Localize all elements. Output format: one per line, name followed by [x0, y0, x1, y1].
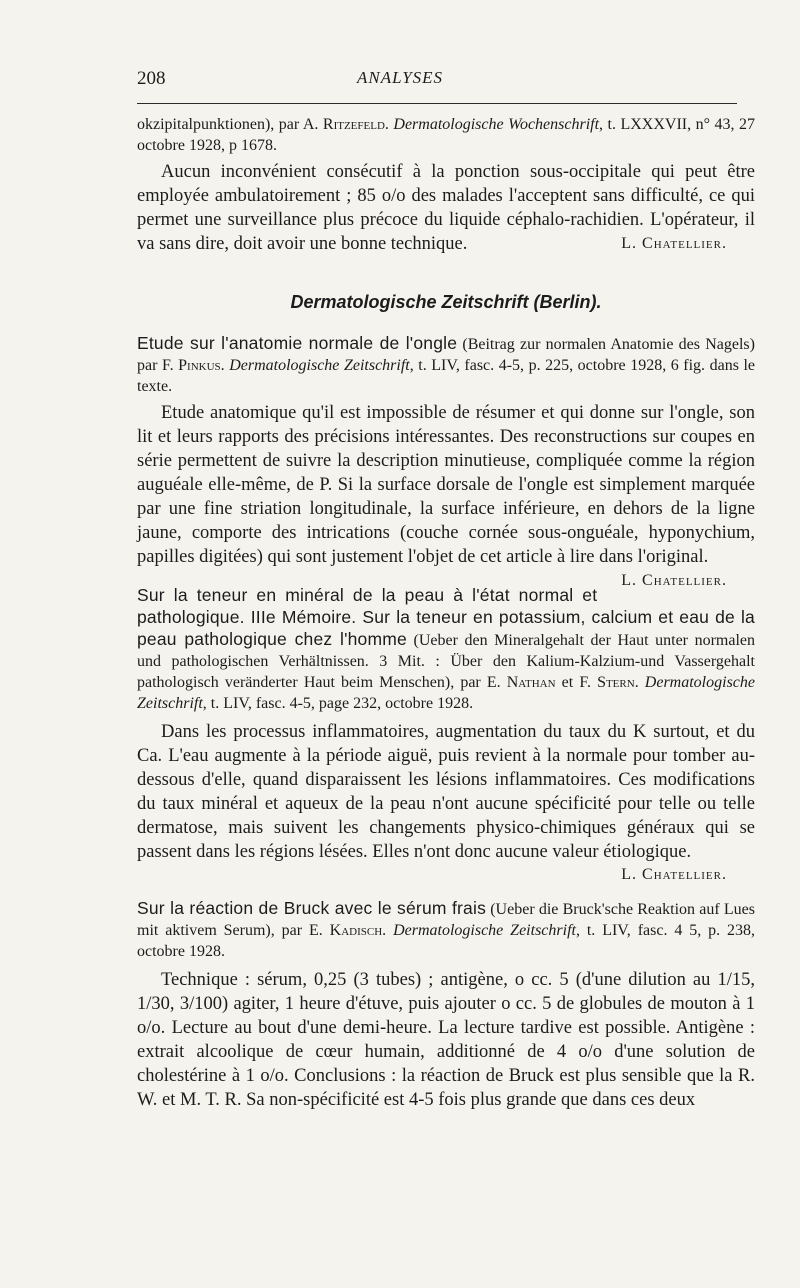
ref-text: , t. LXXXVII, n° 43, 27 octobre 1928, p 1678. [137, 116, 756, 154]
header-rule [137, 103, 737, 104]
ref-text: . [384, 116, 394, 133]
signature: L. Chatellier. [621, 572, 727, 589]
ref-text: , t. LIV, fasc. 4-5, page 232, octobre 1928. [202, 695, 474, 712]
body-text: Etude anatomique qu'il est impossible de résumer et qui donne sur l'ongle, son lit et leurs rapports des précisions intéressantes. Des reconstructions sur coupes en série permettent de suivre la description minutieuse, compliquée comme la région auguéale elle-même, de P. Si la surface dorsale de l'ongle est simplement marquée par une fine striation longitudinale, la surface inférieure, en dehors de la ligne jaune, comporte des intrications (couche cornée sous-onguéale, hyponychium, papilles digitées) qui sont justement l'objet de cet article à lire dans l'original. [137, 403, 755, 567]
body-text: Aucun inconvénient consécutif à la ponction sous-occipitale qui peut être employée ambulatoirement ; 85 o/o des malades l'acceptent sans difficulté, ce qui permet une surveillance plus précoce du liquide céphalo-rachidien. L'opérateur, il va sans dire, doit avoir une bonne technique. [137, 162, 755, 254]
continuation-reference [137, 114, 755, 156]
ref-text: , t. LIV, fasc. 4-5, p. 225, octobre 1928, 6 fig. dans le texte. [137, 357, 756, 395]
ref-text: okzipitalpunktionen), par A. [137, 116, 323, 133]
article [137, 898, 755, 1112]
ref-text: et F. [555, 674, 598, 691]
ref-text: (Ueber den Mineralgehalt der Haut unter normalen und pathologischen Verhältnissen. 3 Mit. : Über den Kalium-Kalzium-und Vassergehalt pathologisch veränderter Haut beim Menschen), par E. [137, 632, 755, 691]
article-title: Sur la réaction de Bruck avec le sérum frais [137, 898, 487, 918]
article [137, 585, 755, 884]
page-number: 208 [137, 68, 166, 89]
ref-author: Kadisch [329, 922, 383, 939]
ref-text: (Ueber die Bruck'sche Reaktion auf Lues mit aktivem Serum), par E. [137, 901, 755, 939]
article-reference [137, 333, 755, 397]
page-content [137, 114, 755, 1112]
article-reference [137, 898, 755, 962]
signature: L. Chatellier. [621, 235, 727, 252]
article-title: Etude sur l'anatomie normale de l'ongle [137, 333, 458, 353]
ref-journal: Dermatologische Wochenschrift [393, 116, 600, 133]
page-header [0, 68, 800, 96]
ref-author: Stern [597, 674, 635, 691]
ref-author: Ritzefeld [322, 116, 385, 133]
article [137, 333, 756, 589]
ref-text: , t. LIV, fasc. 4 5, p. 238, octobre 1928. [137, 922, 756, 960]
journal-heading: Dermatologische Zeitschrift (Berlin). [290, 292, 602, 312]
article-reference [137, 585, 755, 714]
ref-journal: Dermatologische Zeitschrift [229, 357, 410, 374]
signature: L. Chatellier. [621, 866, 727, 883]
article-body: Dans les processus inflammatoires, augmentation du taux du K surtout, et du Ca. L'eau augmente à la période aiguë, puis revient à la normale pour tomber au-dessous d'elle, quand disparaissent les lésions inflammatoires. Ces modifications du taux minéral et aqueux de la peau n'ont aucune spécificité pour telle ou telle dermatose, mais suivent les changements physico-chimiques généraux qui se passent dans les régions lésées. Elles n'ont donc aucune valeur étiologique. [137, 722, 755, 862]
ref-text: (Beitrag zur normalen Anatomie des Nagels) par F. [137, 336, 755, 374]
ref-author: Pinkus [178, 357, 221, 374]
article-body [137, 401, 755, 589]
article-title: Sur la teneur en minéral de la peau à l'état normal et pathologique. IIIe Mémoire. Sur la teneur en potassium, calcium et eau de la peau pathologique chez l'homme [137, 585, 755, 649]
ref-text: . [634, 674, 645, 691]
ref-text: . [382, 922, 394, 939]
ref-author: Nathan [506, 674, 556, 691]
ref-text: . [220, 357, 230, 374]
ref-journal: Dermatologische Zeitschrift [393, 922, 576, 939]
ref-journal: Dermatologische Zeitschrift [137, 674, 755, 712]
article-body: Technique : sérum, 0,25 (3 tubes) ; antigène, o cc. 5 (d'une dilution au 1/15, 1/30, 3/100) agiter, 1 heure d'étuve, puis ajouter o cc. 5 de globules de mouton à 1 o/o. Lecture au bout d'une demi-heure. La lecture tardive est possible. Antigène : extrait alcoolique de cœur humain, additionné de 4 o/o d'une solution de cholestérine à 1 o/o. Conclusions : la réaction de Bruck est plus sensible que la R. W. et M. T. R. Sa non-spécificité est 4-5 fois plus grande que dans ces deux [137, 970, 755, 1110]
running-title: ANALYSES [356, 68, 444, 87]
continuation-body [137, 160, 755, 256]
